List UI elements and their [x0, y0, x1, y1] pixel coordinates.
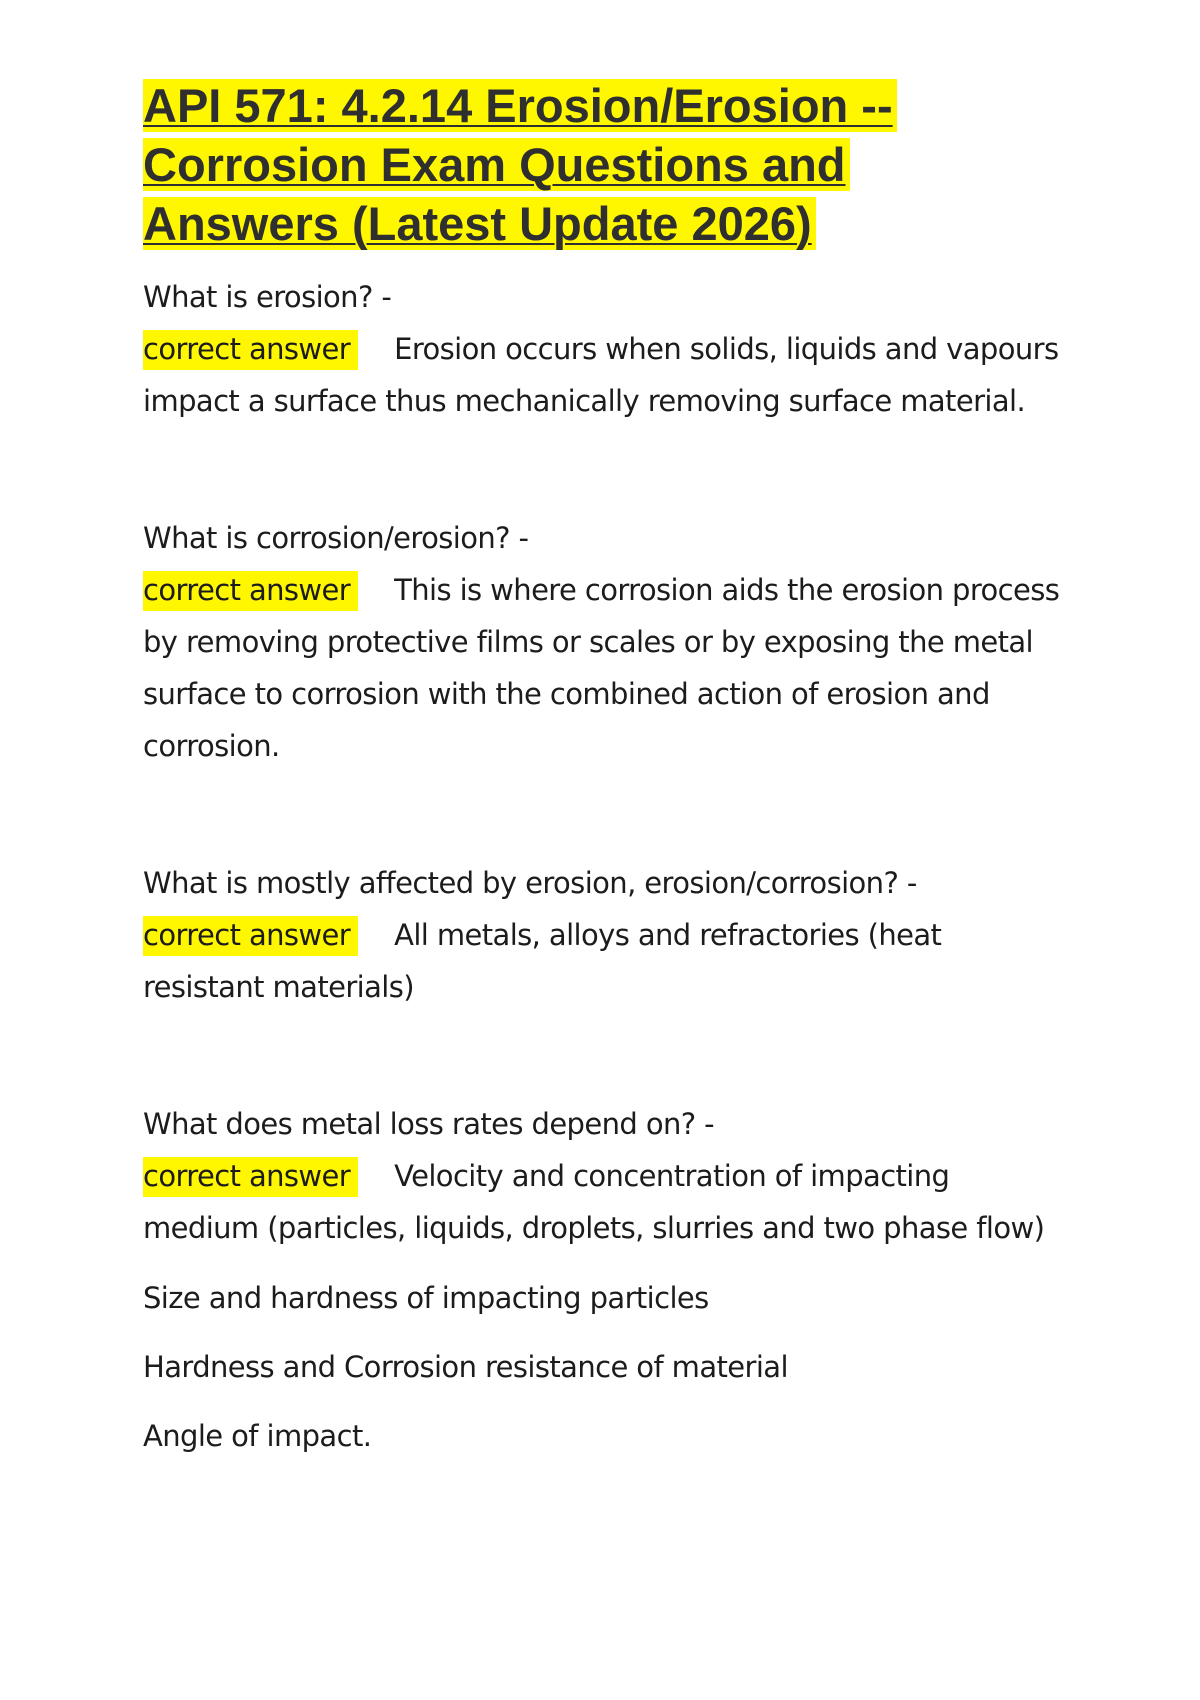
extra-answer-lines — [143, 1272, 1083, 1462]
document-page — [143, 76, 1083, 1462]
correct-answer-label: correct answer — [143, 330, 358, 370]
answer-text: Erosion occurs when solids, liquids and vapours impact a surface thus mechanically removing surface material. — [143, 332, 1059, 418]
question-text: What does metal loss rates depend on? - — [143, 1107, 715, 1141]
correct-answer-label: correct answer — [143, 916, 358, 956]
answer-text: All metals, alloys and refractories (heat resistant materials) — [143, 918, 942, 1004]
question-text: What is erosion? - — [143, 280, 392, 314]
answer-line — [143, 1150, 1063, 1254]
answer-line — [143, 323, 1063, 427]
correct-answer-label: correct answer — [143, 571, 358, 611]
answer-text: This is where corrosion aids the erosion process by removing protective films or scales or by exposing the metal surface to corrosion with the combined action of erosion and corrosion. — [143, 573, 1060, 763]
extra-line: Hardness and Corrosion resistance of material — [143, 1350, 788, 1384]
question-text: What is corrosion/erosion? - — [143, 521, 529, 555]
question-text: What is mostly affected by erosion, erosion/corrosion? - — [143, 866, 917, 900]
qa-item-1 — [143, 271, 1083, 427]
extra-line: Size and hardness of impacting particles — [143, 1281, 709, 1315]
qa-item-4 — [143, 1098, 1083, 1254]
correct-answer-label: correct answer — [143, 1157, 358, 1197]
answer-text: Velocity and concentration of impacting medium (particles, liquids, droplets, slurries and two phase flow) — [143, 1159, 1045, 1245]
document-title — [143, 76, 943, 253]
qa-item-3 — [143, 857, 1083, 1013]
answer-line — [143, 564, 1063, 772]
qa-item-2 — [143, 512, 1083, 772]
document-title-text: API 571: 4.2.14 Erosion/Erosion -- Corrosion Exam Questions and Answers (Latest Update 2026) — [143, 79, 897, 250]
extra-line: Angle of impact. — [143, 1419, 372, 1453]
answer-line — [143, 909, 1063, 1013]
